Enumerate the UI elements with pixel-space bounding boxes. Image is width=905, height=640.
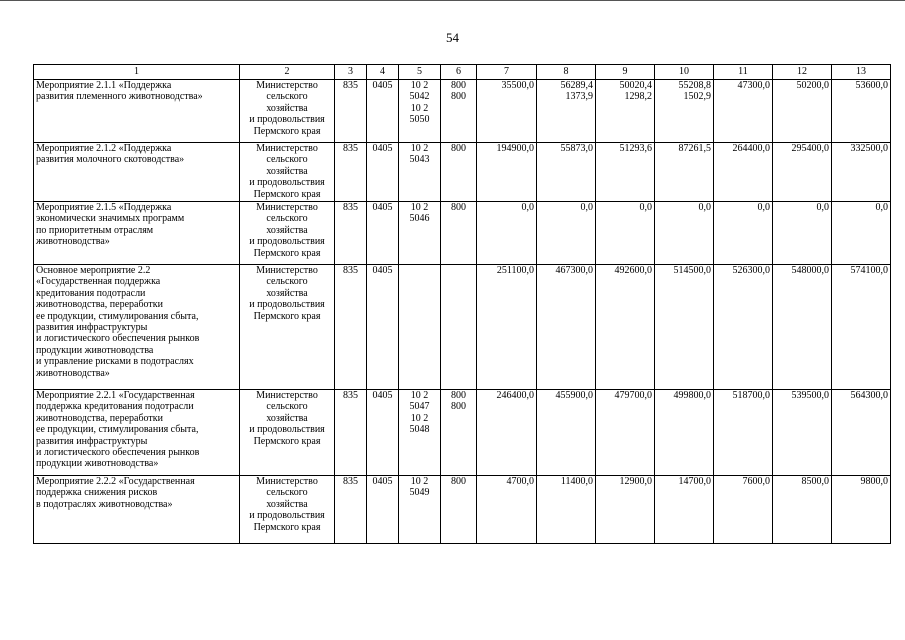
executor: Министерство сельского хозяйства и продовольствия Пермского края (240, 80, 335, 143)
column-header: 7 (477, 65, 537, 80)
cell-value: 548000,0 (773, 265, 832, 390)
column-header: 1 (34, 65, 240, 80)
cell-value: 0,0 (655, 202, 714, 265)
cell-expense-type: 800 (441, 202, 477, 265)
table-row (34, 202, 891, 265)
cell-value: 50020,4 1298,2 (596, 80, 655, 143)
cell-target-article: 10 2 5046 (399, 202, 441, 265)
table-row (34, 80, 891, 143)
cell-grbs: 835 (335, 80, 367, 143)
cell-value: 47300,0 (714, 80, 773, 143)
cell-value: 53600,0 (832, 80, 891, 143)
cell-section: 0405 (367, 143, 399, 202)
cell-grbs: 835 (335, 202, 367, 265)
cell-value: 0,0 (537, 202, 596, 265)
column-header: 9 (596, 65, 655, 80)
cell-value: 499800,0 (655, 390, 714, 476)
header-row (34, 65, 891, 80)
cell-value: 8500,0 (773, 476, 832, 544)
table-row (34, 476, 891, 544)
cell-value: 4700,0 (477, 476, 537, 544)
cell-value: 56289,4 1373,9 (537, 80, 596, 143)
cell-value: 0,0 (596, 202, 655, 265)
cell-value: 35500,0 (477, 80, 537, 143)
cell-section: 0405 (367, 80, 399, 143)
cell-value: 492600,0 (596, 265, 655, 390)
cell-target-article: 10 2 5047 10 2 5048 (399, 390, 441, 476)
cell-value: 564300,0 (832, 390, 891, 476)
column-header: 13 (832, 65, 891, 80)
cell-value: 526300,0 (714, 265, 773, 390)
cell-value: 0,0 (714, 202, 773, 265)
column-header: 8 (537, 65, 596, 80)
cell-target-article (399, 265, 441, 390)
scan-top-edge (0, 0, 905, 1)
cell-value: 0,0 (773, 202, 832, 265)
cell-grbs: 835 (335, 476, 367, 544)
executor: Министерство сельского хозяйства и продовольствия Пермского края (240, 390, 335, 476)
cell-value: 0,0 (477, 202, 537, 265)
cell-section: 0405 (367, 265, 399, 390)
cell-value: 539500,0 (773, 390, 832, 476)
cell-value: 0,0 (832, 202, 891, 265)
cell-value: 295400,0 (773, 143, 832, 202)
activity-name: Мероприятие 2.2.1 «Государственная поддержка кредитования подотрасли животноводства, переработки ее продукции, стимулирования сбыта, развития инфраструктуры и логистического обеспечения рынков продукции животноводства» (34, 390, 240, 476)
cell-value: 50200,0 (773, 80, 832, 143)
cell-value: 14700,0 (655, 476, 714, 544)
table-row (34, 390, 891, 476)
cell-value: 264400,0 (714, 143, 773, 202)
executor: Министерство сельского хозяйства и продовольствия Пермского края (240, 143, 335, 202)
column-header: 12 (773, 65, 832, 80)
cell-value: 194900,0 (477, 143, 537, 202)
cell-value: 55208,8 1502,9 (655, 80, 714, 143)
cell-expense-type: 800 (441, 476, 477, 544)
cell-value: 11400,0 (537, 476, 596, 544)
column-header: 6 (441, 65, 477, 80)
cell-grbs: 835 (335, 265, 367, 390)
cell-value: 246400,0 (477, 390, 537, 476)
cell-value: 455900,0 (537, 390, 596, 476)
executor: Министерство сельского хозяйства и продовольствия Пермского края (240, 202, 335, 265)
cell-value: 332500,0 (832, 143, 891, 202)
cell-value: 251100,0 (477, 265, 537, 390)
activity-name: Мероприятие 2.1.2 «Поддержка развития молочного скотоводства» (34, 143, 240, 202)
cell-section: 0405 (367, 476, 399, 544)
cell-grbs: 835 (335, 143, 367, 202)
cell-value: 55873,0 (537, 143, 596, 202)
executor: Министерство сельского хозяйства и продовольствия Пермского края (240, 476, 335, 544)
activity-name: Мероприятие 2.1.5 «Поддержка экономически значимых программ по приоритетным отраслям животноводства» (34, 202, 240, 265)
column-header: 11 (714, 65, 773, 80)
cell-target-article: 10 2 5043 (399, 143, 441, 202)
column-header: 10 (655, 65, 714, 80)
cell-expense-type: 800 800 (441, 80, 477, 143)
cell-expense-type (441, 265, 477, 390)
executor: Министерство сельского хозяйства и продовольствия Пермского края (240, 265, 335, 390)
table-row (34, 265, 891, 390)
cell-value: 7600,0 (714, 476, 773, 544)
activity-name: Основное мероприятие 2.2 «Государственная поддержка кредитования подотрасли животноводства, переработки ее продукции, стимулирования сбыта, развития инфраструктуры и логистического обеспечения рынков продукции животноводства и управление рисками в подотраслях животноводства» (34, 265, 240, 390)
column-header: 5 (399, 65, 441, 80)
column-header: 2 (240, 65, 335, 80)
cell-section: 0405 (367, 202, 399, 265)
cell-value: 574100,0 (832, 265, 891, 390)
cell-target-article: 10 2 5049 (399, 476, 441, 544)
cell-expense-type: 800 (441, 143, 477, 202)
activity-name: Мероприятие 2.1.1 «Поддержка развития племенного животноводства» (34, 80, 240, 143)
cell-expense-type: 800 800 (441, 390, 477, 476)
activity-name: Мероприятие 2.2.2 «Государственная поддержка снижения рисков в подотраслях животноводства» (34, 476, 240, 544)
cell-section: 0405 (367, 390, 399, 476)
cell-value: 479700,0 (596, 390, 655, 476)
cell-value: 9800,0 (832, 476, 891, 544)
cell-target-article: 10 2 5042 10 2 5050 (399, 80, 441, 143)
cell-value: 51293,6 (596, 143, 655, 202)
page-number: 54 (446, 30, 459, 45)
table-row (34, 143, 891, 202)
column-header: 3 (335, 65, 367, 80)
cell-grbs: 835 (335, 390, 367, 476)
cell-value: 518700,0 (714, 390, 773, 476)
cell-value: 87261,5 (655, 143, 714, 202)
cell-value: 467300,0 (537, 265, 596, 390)
column-header: 4 (367, 65, 399, 80)
budget-table (33, 64, 891, 544)
cell-value: 514500,0 (655, 265, 714, 390)
cell-value: 12900,0 (596, 476, 655, 544)
